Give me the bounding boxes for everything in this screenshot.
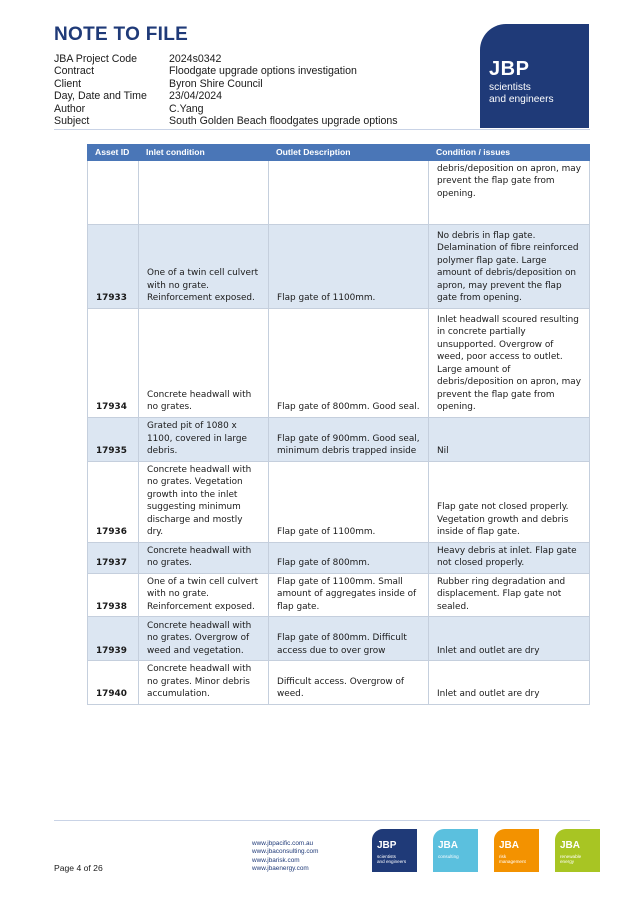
table-row	[88, 160, 590, 224]
table-row	[88, 617, 590, 661]
asset-condition-table	[87, 144, 590, 705]
footer-logo-sub-line: energy	[560, 859, 575, 864]
cell-condition: Inlet and outlet are dry	[429, 617, 590, 661]
cell-condition: Heavy debris at inlet. Flap gate not closed properly.	[429, 542, 590, 573]
page-number: Page 4 of 26	[54, 863, 103, 873]
cell-outlet-description: Flap gate of 800mm. Difficult access due to over grow	[269, 617, 429, 661]
cell-inlet-condition: Concrete headwall with no grates. Vegetation growth into the inlet suggesting minimum discharge and mostly dry.	[139, 461, 269, 542]
footer-logo-main: JBA	[438, 840, 459, 851]
logo-main-text: JBP	[489, 58, 530, 80]
meta-label: Subject	[54, 115, 90, 128]
meta-label: Contract	[54, 65, 95, 78]
footer-link[interactable]: www.jbaenergy.com	[252, 865, 309, 873]
cell-outlet-description: Flap gate of 1100mm.	[269, 224, 429, 308]
table-row	[88, 224, 590, 308]
cell-outlet-description	[269, 160, 429, 224]
header-divider	[54, 129, 590, 130]
meta-value: 2024s0342	[169, 53, 222, 65]
table-row	[88, 542, 590, 573]
meta-label: Client	[54, 77, 82, 90]
footer-logo-jba-consulting	[433, 829, 478, 872]
footer-logo-jba-energy	[555, 829, 600, 872]
meta-row-date	[54, 90, 398, 102]
column-header-asset-id: Asset ID	[88, 145, 139, 161]
cell-asset-id: 17938	[88, 573, 139, 617]
cell-inlet-condition: Concrete headwall with no grates.	[139, 542, 269, 573]
cell-inlet-condition: Concrete headwall with no grates. Minor debris accumulation.	[139, 661, 269, 705]
cell-condition: Inlet headwall scoured resulting in concrete partially unsupported. Overgrow of weed, poor access to outlet. Large amount of debris/deposition on apron, may prevent the flap gate from opening.	[429, 308, 590, 417]
meta-value: South Golden Beach floodgates upgrade options	[169, 115, 398, 128]
footer-logo-jbp	[372, 829, 417, 872]
logo-line-1: scientists	[489, 82, 531, 93]
cell-inlet-condition: One of a twin cell culvert with no grate. Reinforcement exposed.	[139, 224, 269, 308]
cell-outlet-description: Flap gate of 800mm. Good seal.	[269, 308, 429, 417]
cell-inlet-condition: Grated pit of 1080 x 1100, covered in large debris.	[139, 417, 269, 461]
cell-inlet-condition	[139, 160, 269, 224]
column-header-inlet-condition: Inlet condition	[139, 145, 269, 161]
footer-logo-main: JBA	[560, 840, 581, 851]
cell-asset-id	[88, 160, 139, 224]
cell-asset-id: 17936	[88, 461, 139, 542]
table-row	[88, 661, 590, 705]
cell-condition: Rubber ring degradation and displacement. Flap gate not sealed.	[429, 573, 590, 617]
cell-asset-id: 17935	[88, 417, 139, 461]
table-row	[88, 461, 590, 542]
cell-outlet-description: Flap gate of 1100mm.	[269, 461, 429, 542]
table-row	[88, 573, 590, 617]
logo-line-2: and engineers	[489, 94, 554, 105]
footer-logo-sub	[377, 854, 406, 864]
cell-outlet-description: Flap gate of 1100mm. Small amount of aggregates inside of flap gate.	[269, 573, 429, 617]
footer-logo-sub-line: risk	[499, 854, 507, 859]
footer-logo-sub-line: consulting	[438, 854, 459, 859]
meta-value: 23/04/2024	[169, 90, 223, 103]
cell-inlet-condition: Concrete headwall with no grates.	[139, 308, 269, 417]
meta-value: Byron Shire Council	[169, 77, 263, 90]
document-title: NOTE TO FILE	[54, 24, 189, 45]
footer-logo-sub-line: renewable	[560, 854, 582, 859]
meta-value: C.Yang	[169, 102, 204, 115]
footer-logo-sub-line: and engineers	[377, 859, 407, 864]
footer-link[interactable]: www.jbpacific.com.au	[252, 840, 314, 847]
meta-row-author	[54, 103, 398, 115]
cell-outlet-description: Difficult access. Overgrow of weed.	[269, 661, 429, 705]
project-metadata	[54, 53, 398, 127]
footer-logo-sub	[560, 854, 581, 864]
column-header-outlet-description: Outlet Description	[269, 145, 429, 161]
cell-asset-id: 17933	[88, 224, 139, 308]
meta-value: Floodgate upgrade options investigation	[169, 65, 357, 78]
cell-condition: debris/deposition on apron, may prevent the flap gate from opening.	[429, 160, 590, 224]
footer-link[interactable]: www.jbaconsulting.com	[252, 848, 319, 856]
cell-asset-id: 17934	[88, 308, 139, 417]
footer-link[interactable]: www.jbarisk.com	[252, 856, 300, 864]
logo-sub-text	[489, 82, 554, 106]
table-row	[88, 308, 590, 417]
table-row	[88, 417, 590, 461]
cell-condition: Nil	[429, 417, 590, 461]
footer-logo-sub	[499, 854, 526, 864]
cell-condition: No debris in flap gate. Delamination of fibre reinforced polymer flap gate. Large amount of debris/deposition on apron, may prevent the flap gate from opening.	[429, 224, 590, 308]
meta-label: JBA Project Code	[54, 53, 138, 65]
footer-logo-jba-risk	[494, 829, 539, 872]
jbp-logo	[480, 24, 589, 128]
cell-outlet-description: Flap gate of 900mm. Good seal, minimum debris trapped inside	[269, 417, 429, 461]
column-header-condition-issues: Condition / issues	[429, 145, 590, 161]
cell-outlet-description: Flap gate of 800mm.	[269, 542, 429, 573]
table-header-row	[88, 145, 590, 161]
cell-condition: Flap gate not closed properly. Vegetation growth and debris inside of flap gate.	[429, 461, 590, 542]
footer-logo-main: JBA	[499, 840, 520, 851]
meta-row-subject	[54, 115, 398, 127]
footer-logo-main: JBP	[377, 840, 397, 851]
meta-row-project-code	[54, 53, 398, 65]
meta-row-contract	[54, 65, 398, 77]
footer-logo-sub-line: scientists	[377, 854, 396, 859]
cell-inlet-condition: One of a twin cell culvert with no grate. Reinforcement exposed.	[139, 573, 269, 617]
cell-asset-id: 17939	[88, 617, 139, 661]
meta-label: Author	[54, 102, 86, 115]
meta-label: Day, Date and Time	[54, 90, 147, 103]
cell-condition: Inlet and outlet are dry	[429, 661, 590, 705]
footer-divider	[54, 820, 590, 821]
cell-inlet-condition: Concrete headwall with no grates. Overgrow of weed and vegetation.	[139, 617, 269, 661]
footer-links	[252, 840, 318, 874]
meta-row-client	[54, 78, 398, 90]
footer-logo-sub	[438, 854, 459, 859]
cell-asset-id: 17937	[88, 542, 139, 573]
cell-asset-id: 17940	[88, 661, 139, 705]
footer-logo-sub-line: management	[499, 859, 526, 864]
